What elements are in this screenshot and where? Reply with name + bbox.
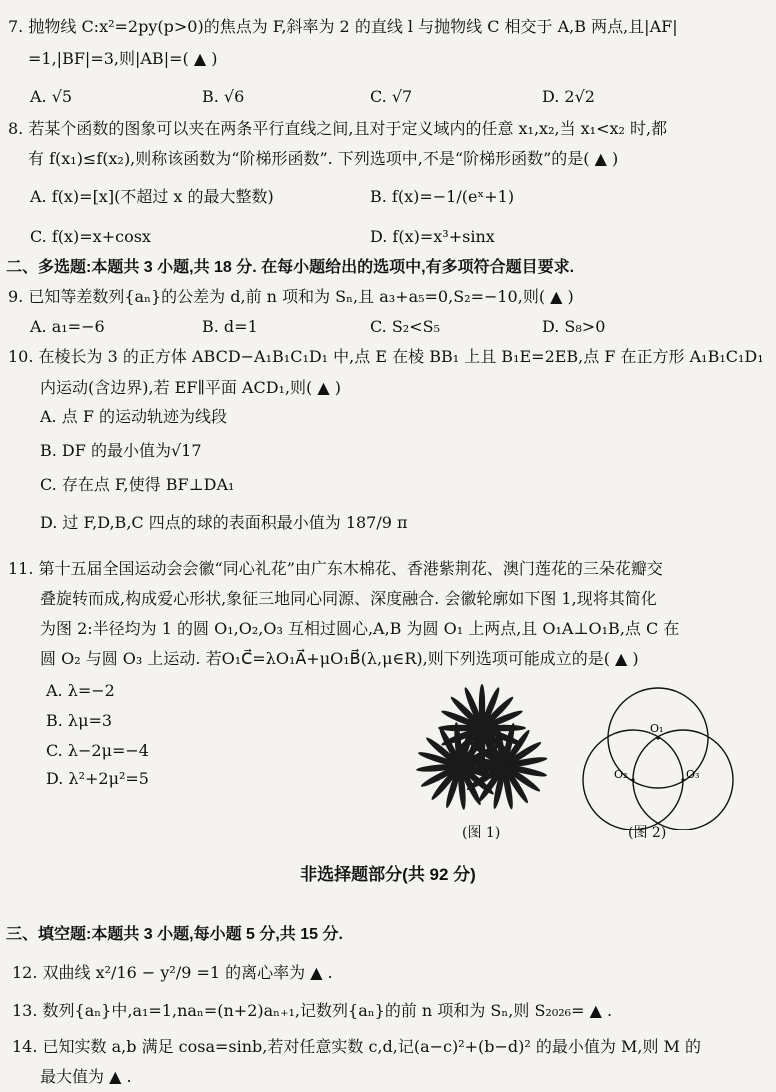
label-o3: O₃ [686,768,700,781]
q8-option-c: C. f(x)=x+cosx [30,227,151,246]
center-o3 [681,778,684,781]
figure-2-caption: (图 2) [628,825,667,841]
q7-line1: 7. 抛物线 C:x²=2py(p>0)的焦点为 F,斜率为 2 的直线 l 与抛物线 C 相交于 A,B 两点,且|AF| [8,17,678,36]
q9-option-a: A. a₁=−6 [30,317,105,336]
q14-line2: 最大值为 ▲ . [40,1067,132,1086]
q11-option-d: D. λ²+2μ²=5 [46,769,149,788]
q9-line1: 9. 已知等差数列{aₙ}的公差为 d,前 n 项和为 Sₙ,且 a₃+a₅=0,S₂=−10,则( ▲ ) [8,287,574,306]
q13-line: 13. 数列{aₙ}中,a₁=1,naₙ=(n+2)aₙ₊₁,记数列{aₙ}的前 n 项和为 Sₙ,则 S₂₀₂₆= ▲ . [12,1001,613,1020]
q8-option-b: B. f(x)=−1/(eˣ+1) [370,187,515,206]
q7-option-c: C. √7 [370,87,413,106]
center-o2 [631,778,634,781]
q10-line2: 内运动(含边界),若 EF∥平面 ACD₁,则( ▲ ) [40,378,342,397]
q12-line: 12. 双曲线 x²/16 − y²/9 =1 的离心率为 ▲ . [12,963,333,982]
part-2-title: 非选择题部分(共 92 分) [300,865,476,884]
label-o1: O₁ [650,722,664,735]
q7-line2: =1,|BF|=3,则|AB|=( ▲ ) [28,49,218,68]
q10-option-c: C. 存在点 F,使得 BF⊥DA₁ [40,475,235,494]
q8-line1: 8. 若某个函数的图象可以夹在两条平行直线之间,且对于定义域内的任意 x₁,x₂,当 x₁<x₂ 时,都 [8,119,668,138]
section-3-heading: 三、填空题:本题共 3 小题,每小题 5 分,共 15 分. [6,926,343,943]
q8-option-a: A. f(x)=[x](不超过 x 的最大整数) [30,187,274,206]
q7-option-b: B. √6 [202,87,245,106]
label-o2: O₂ [614,768,628,781]
three-circles-figure [578,680,738,830]
section-2-heading: 二、多选题:本题共 3 小题,共 18 分. 在每小题给出的选项中,有多项符合题目要求. [6,259,575,276]
q11-line3: 为图 2:半径均为 1 的圆 O₁,O₂,O₃ 互相过圆心,A,B 为圆 O₁ 上两点,且 O₁A⊥O₁B,点 C 在 [40,619,680,638]
q11-line1: 11. 第十五届全国运动会会徽“同心礼花”由广东木棉花、香港紫荆花、澳门莲花的三朵花瓣交 [8,559,663,578]
q11-line4: 圆 O₂ 与圆 O₃ 上运动. 若O₁C⃗=λO₁A⃗+μO₁B⃗(λ,μ∈R),则下列选项可能成立的是( ▲ ) [40,649,639,668]
q11-option-b: B. λμ=3 [46,711,113,730]
q9-option-b: B. d=1 [202,317,258,336]
q10-option-d: D. 过 F,D,B,C 四点的球的表面积最小值为 187/9 π [40,513,408,532]
q9-option-c: C. S₂<S₅ [370,317,440,336]
q8-option-d: D. f(x)=x³+sinx [370,227,495,246]
q10-line1: 10. 在棱长为 3 的正方体 ABCD−A₁B₁C₁D₁ 中,点 E 在棱 BB₁ 上且 B₁E=2EB,点 F 在正方形 A₁B₁C₁D₁ [8,347,764,366]
q10-option-b: B. DF 的最小值为√17 [40,441,202,460]
emblem-figure [412,680,552,820]
q9-option-d: D. S₈>0 [542,317,606,336]
q10-option-a: A. 点 F 的运动轨迹为线段 [40,407,228,426]
q11-option-c: C. λ−2μ=−4 [46,741,149,760]
q11-line2: 叠旋转而成,构成爱心形状,象征三地同心同源、深度融合. 会徽轮廓如下图 1,现将其简化 [40,589,657,608]
q8-line2: 有 f(x₁)≤f(x₂),则称该函数为“阶梯形函数”. 下列选项中,不是“阶梯形函数”的是( ▲ ) [28,149,619,168]
center-o1 [656,736,659,739]
q11-option-a: A. λ=−2 [46,681,115,700]
q7-option-a: A. √5 [30,87,73,106]
figure-1-caption: (图 1) [462,825,501,841]
q7-option-d: D. 2√2 [542,87,595,106]
q14-line1: 14. 已知实数 a,b 满足 cosa=sinb,若对任意实数 c,d,记(a−c)²+(b−d)² 的最小值为 M,则 M 的 [12,1037,702,1056]
